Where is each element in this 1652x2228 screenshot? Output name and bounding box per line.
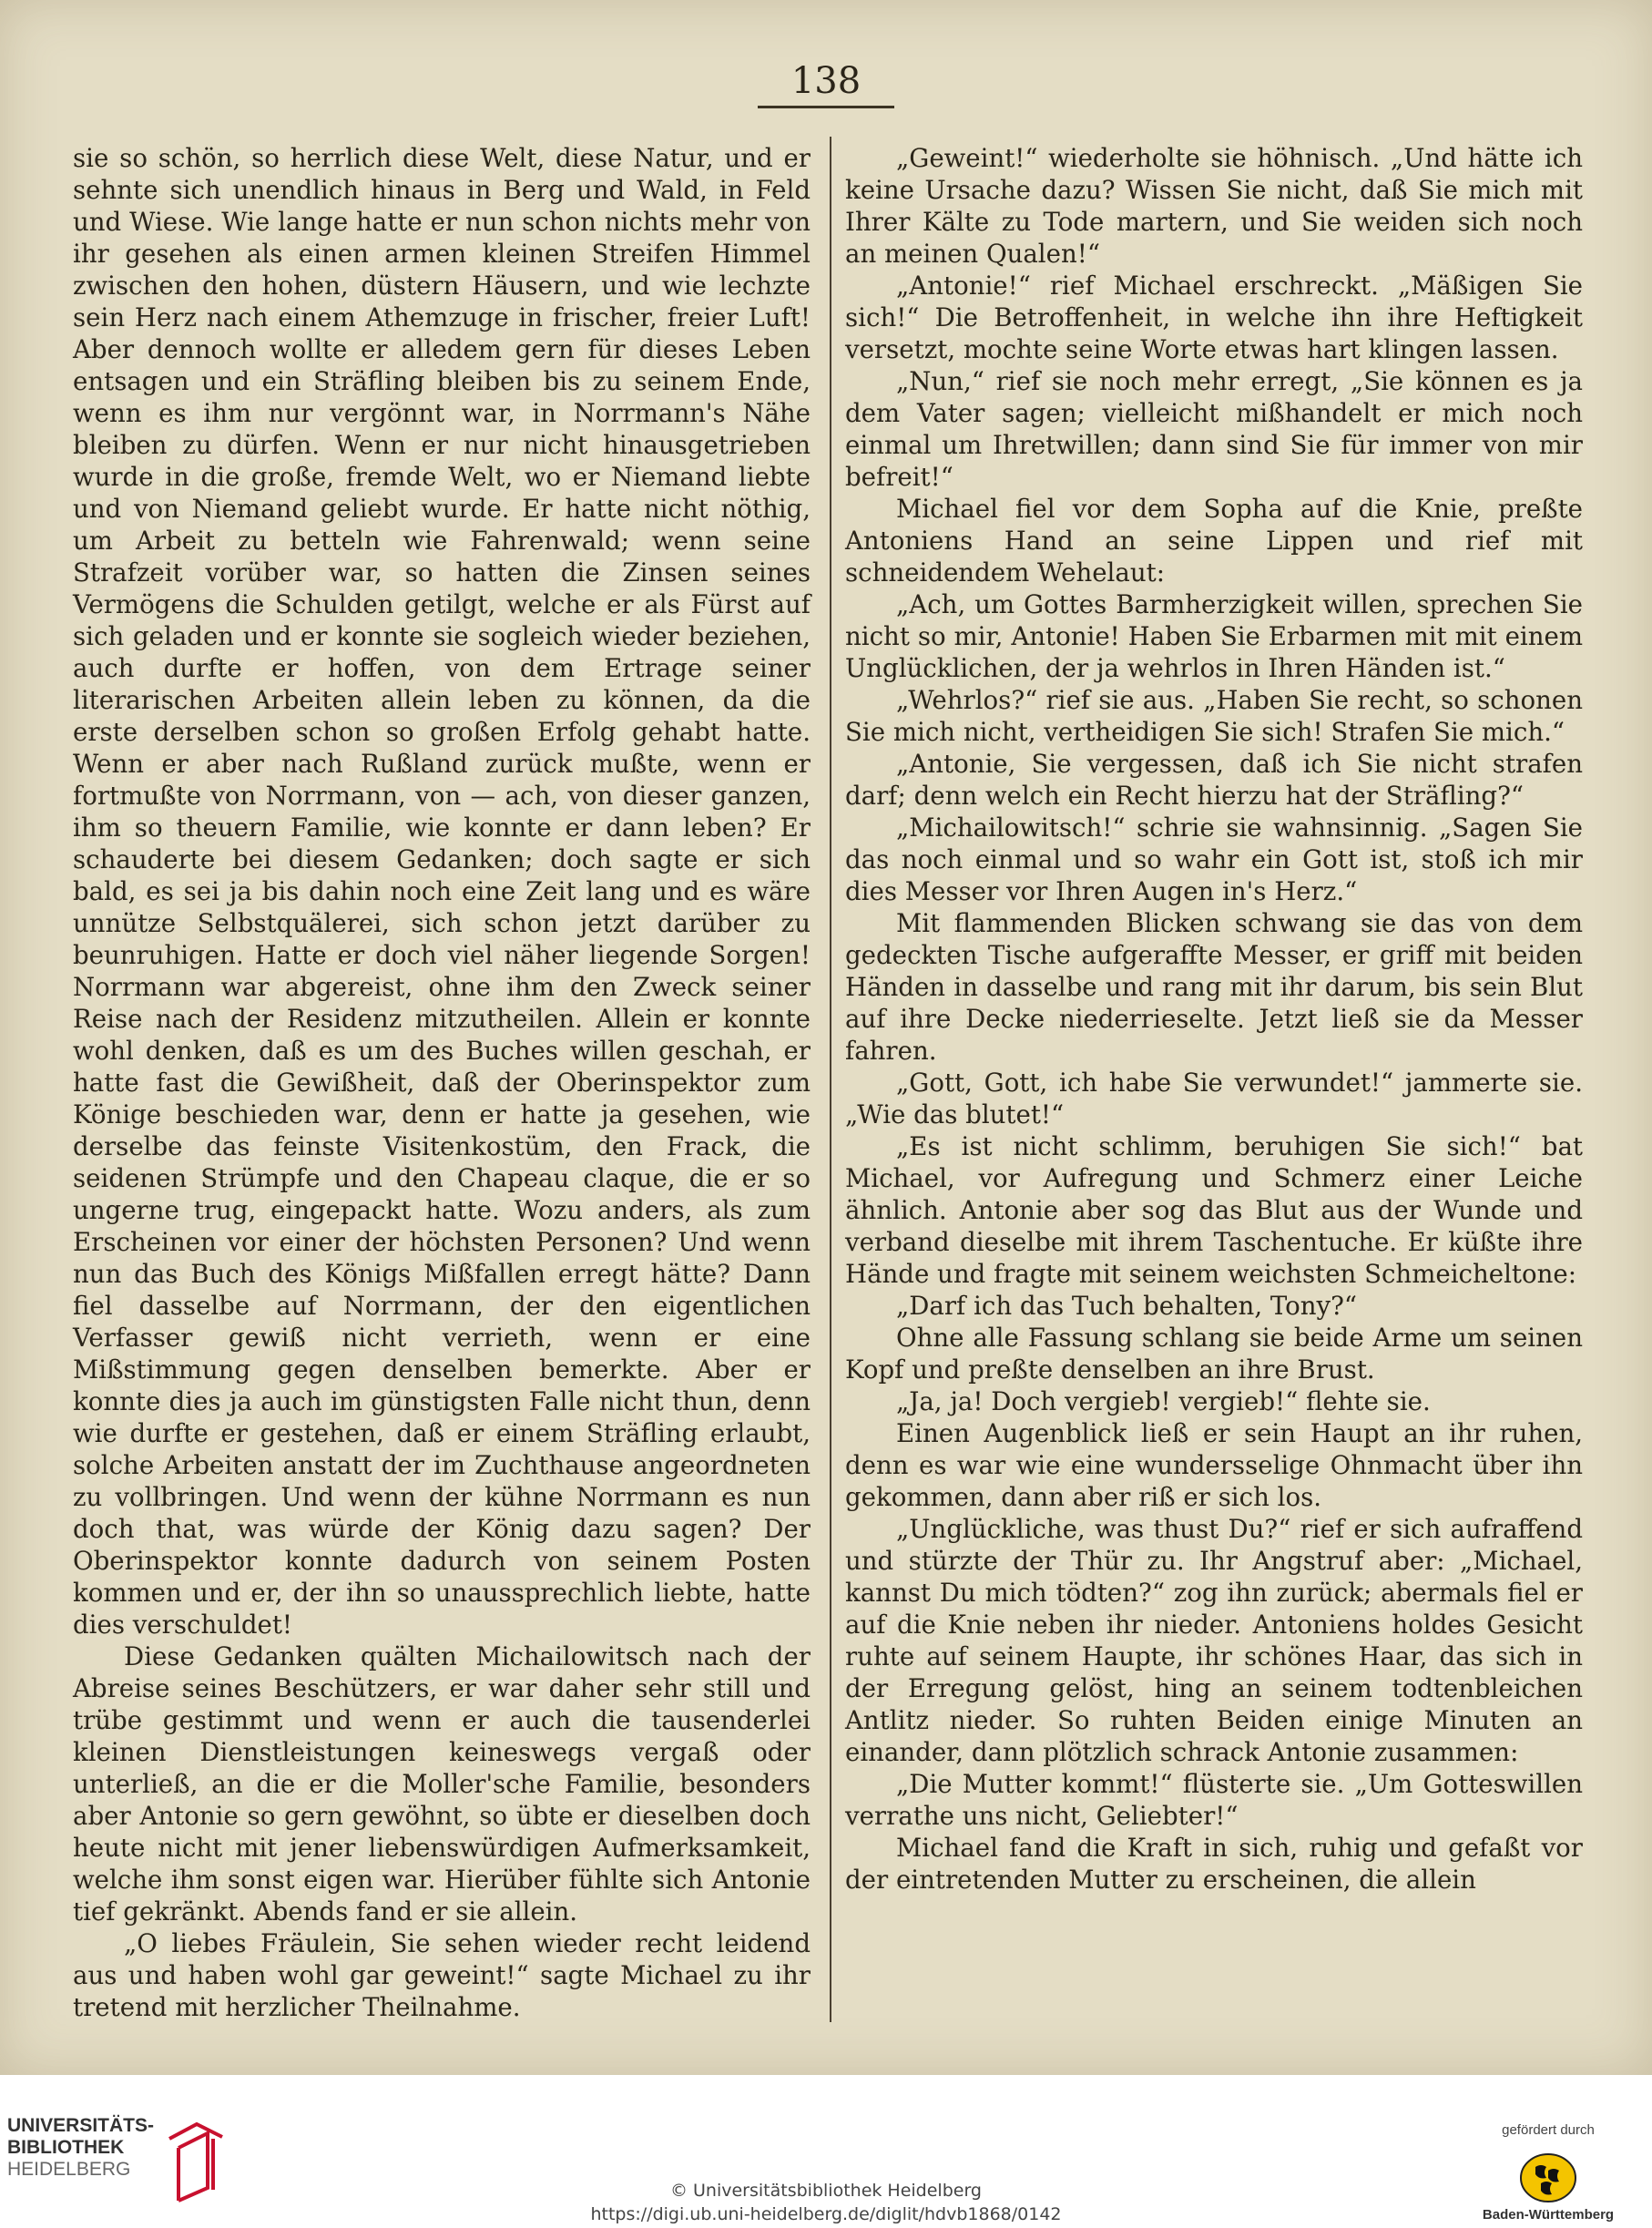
footer [0,2075,1652,2228]
library-name-line: HEIDELBERG [7,2159,131,2180]
sponsor-block [1457,2122,1639,2223]
paragraph: Ohne alle Fassung schlang sie beide Arme um seinen Kopf und preßte denselben an ihre Brust. [845,1323,1583,1385]
library-name [7,2115,154,2181]
library-name-line: BIBLIOTHEK [7,2137,125,2158]
header-rule [758,106,894,108]
permalink[interactable]: https://digi.ub.uni-heidelberg.de/diglit/hdvb1868/0142 [590,2204,1062,2224]
paragraph: „Unglückliche, was thust Du?“ rief er sich aufraffend und stürzte der Thür zu. Ihr Angstruf aber: „Michael, kannst Du mich tödten?“ zog ihn zurück; abermals fiel er auf die Knie neben ihr nieder. Antoniens holdes Gesicht ruhte auf seinem Haupte, ihr schönes Haar, das sich in der Erregung gelöst, hing an seinem todtenbleichen Antlitz nieder. So ruhten Beiden einige Minuten an einander, dann plötzlich schrack Antonie zusammen: [845,1514,1583,1767]
paragraph: Michael fiel vor dem Sopha auf die Knie, preßte Antoniens Hand an seine Lippen und rief mit schneidendem Wehelaut: [845,494,1583,588]
paragraph: „Antonie, Sie vergessen, daß ich Sie nicht strafen darf; denn welch ein Recht hierzu hat der Sträfling?“ [845,749,1583,811]
paragraph: „Wehrlos?“ rief sie aus. „Haben Sie recht, so schonen Sie mich nicht, vertheidigen Sie sich! Strafen Sie mich.“ [845,685,1583,747]
baden-wuerttemberg-seal-icon [1519,2152,1577,2203]
left-column [73,142,811,2028]
paragraph: „Antonie!“ rief Michael erschreckt. „Mäßigen Sie sich!“ Die Betroffenheit, in welche ihn ihre Heftigkeit versetzt, mochte seine Worte etwas hart klingen lassen. [845,271,1583,364]
paragraph: Diese Gedanken quälten Michailowitsch nach der Abreise seines Beschützers, er war daher sehr still und trübe gestimmt und wenn er auch die tausenderlei kleinen Dienstleistungen keineswegs vergaß oder unterließ, an die er die Moller'sche Familie, besonders aber Antonie so gern gewöhnt, so übte er dieselben doch heute nicht mit jener liebenswürdigen Aufmerksamkeit, welche ihm sonst eigen war. Hierüber fühlte sich Antonie tief gekränkt. Abends fand er sie allein. [73,1641,811,1927]
paragraph: sie so schön, so herrlich diese Welt, diese Natur, und er sehnte sich unendlich hinaus in Berg und Wald, in Feld und Wiese. Wie lange hatte er nun schon nichts mehr von ihr gesehen als einen armen kleinen Streifen Himmel zwischen den hohen, düstern Häusern, und wie lechzte sein Herz nach einem Athemzuge in frischer, freier Luft! Aber dennoch wollte er alledem gern für dieses Leben entsagen und ein Sträfling bleiben bis zu seinem Ende, wenn es ihm nur vergönnt war, in Norrmann's Nähe bleiben zu dürfen. Wenn er nur nicht hinausgetrieben wurde in die große, fremde Welt, wo er Niemand liebte und von Niemand geliebt wurde. Er hatte nicht nöthig, um Arbeit zu betteln wie Fahrenwald; wenn seine Strafzeit vorüber war, so hatten die Zinsen seines Vermögens die Schulden getilgt, welche er als Fürst auf sich geladen und er konnte sie sogleich wieder beziehen, auch durfte er hoffen, von dem Ertrage seiner literarischen Arbeiten allein leben zu können, da die erste derselben schon so großen Erfolg gehabt hatte. Wenn er aber nach Rußland zurück mußte, wenn er fortmußte von Norrmann, von — ach, von dieser ganzen, ihm so theuern Familie, wie konnte er dann leben? Er schauderte bei diesem Gedanken; doch sagte er sich bald, es sei ja bis dahin noch eine Zeit lang und es wäre unnütze Selbstquälerei, sich schon jetzt darüber zu beunruhigen. Hatte er doch viel näher liegende Sorgen! Norrmann war abgereist, ohne ihm den Zweck seiner Reise nach der Residenz mitzutheilen. Allein er konnte wohl denken, daß es um des Buches willen geschah, er hatte fast die Gewißheit, daß der Oberinspektor zum Könige beschieden war, denn er hatte ja gesehen, wie derselbe das feinste Visitenkostüm, den Frack, die seidenen Strümpfe und den Chapeau claque, die er so ungerne trug, eingepackt hatte. Wozu anders, als zum Erscheinen vor einer der höchsten Personen? Und wenn nun das Buch des Königs Mißfallen erregt hätte? Dann fiel dasselbe auf Norrmann, der den eigentlichen Verfasser gewiß nicht verrieth, wenn er eine Mißstimmung gegen denselben bemerkte. Aber er konnte dies ja auch im günstigsten Falle nicht thun, denn wie durfte er gestehen, daß er einem Sträfling erlaubt, solche Arbeiten anstatt der im Zuchthause angeordneten zu vollbringen. Und wenn der kühne Norrmann es nun doch that, was würde der König dazu sagen? Der Oberinspektor konnte dadurch von seinem Posten kommen und er, der ihn so unaussprechlich liebte, hatte dies verschuldet! [73,143,811,1640]
paragraph: „Ach, um Gottes Barmherzigkeit willen, sprechen Sie nicht so mir, Antonie! Haben Sie Erbarmen mit mit einem Unglücklichen, der ja wehrlos in Ihren Händen ist.“ [845,589,1583,683]
right-column [845,142,1583,2028]
library-name-line: UNIVERSITÄTS- [7,2115,155,2136]
paragraph: „Die Mutter kommt!“ flüsterte sie. „Um Gotteswillen verrathe uns nicht, Geliebter!“ [845,1769,1583,1831]
paragraph: Michael fand die Kraft in sich, ruhig und gefaßt vor der eintretenden Mutter zu erscheinen, die allein [845,1833,1583,1895]
paragraph: „Gott, Gott, ich habe Sie verwundet!“ jammerte sie. „Wie das blutet!“ [845,1068,1583,1129]
paragraph: „O liebes Fräulein, Sie sehen wieder recht leidend aus und haben wohl gar geweint!“ sagte Michael zu ihr tretend mit herzlicher Theilnahme. [73,1928,811,2022]
paragraph: Einen Augenblick ließ er sein Haupt an ihr ruhen, denn es war wie eine wundersselige Ohnmacht über ihn gekommen, dann aber riß er sich los. [845,1418,1583,1512]
paragraph: Mit flammenden Blicken schwang sie das von dem gedeckten Tische aufgeraffte Messer, er griff mit beiden Händen in dasselbe und rang mit ihr darum, bis sein Blut auf ihre Decke niederrieselte. Jetzt ließ sie da Messer fahren. [845,908,1583,1066]
paragraph: „Nun,“ rief sie noch mehr erregt, „Sie können es ja dem Vater sagen; vielleicht mißhandelt er mich noch einmal um Ihretwillen; dann sind Sie für immer von mir befreit!“ [845,366,1583,492]
page-number: 138 [790,60,862,102]
paragraph: „Ja, ja! Doch vergieb! vergieb!“ flehte sie. [896,1386,1431,1416]
sponsor-label: gefördert durch [1502,2122,1595,2138]
column-divider [830,137,831,2022]
paragraph: „Darf ich das Tuch behalten, Tony?“ [896,1291,1357,1321]
paragraph: „Es ist nicht schlimm, beruhigen Sie sich!“ bat Michael, vor Aufregung und Schmerz einer Leiche ähnlich. Antonie aber sog das Blut aus der Wunde und verband dieselbe mit ihrem Taschentuche. Er küßte ihre Hände und fragte mit seinem weichsten Schmeicheltone: [845,1131,1583,1289]
paragraph: „Geweint!“ wiederholte sie höhnisch. „Und hätte ich keine Ursache dazu? Wissen Sie nicht, daß Sie mich mit Ihrer Kälte zu Tode martern, und Sie weiden sich noch an meinen Qualen!“ [845,143,1583,269]
paragraph: „Michailowitsch!“ schrie sie wahnsinnig. „Sagen Sie das noch einmal und so wahr ein Gott ist, stoß ich mir dies Messer vor Ihren Augen in's Herz.“ [845,813,1583,906]
sponsor-name: Baden-Württemberg [1482,2207,1615,2223]
copyright-notice: © Universitätsbibliothek Heidelberg [669,2181,982,2201]
